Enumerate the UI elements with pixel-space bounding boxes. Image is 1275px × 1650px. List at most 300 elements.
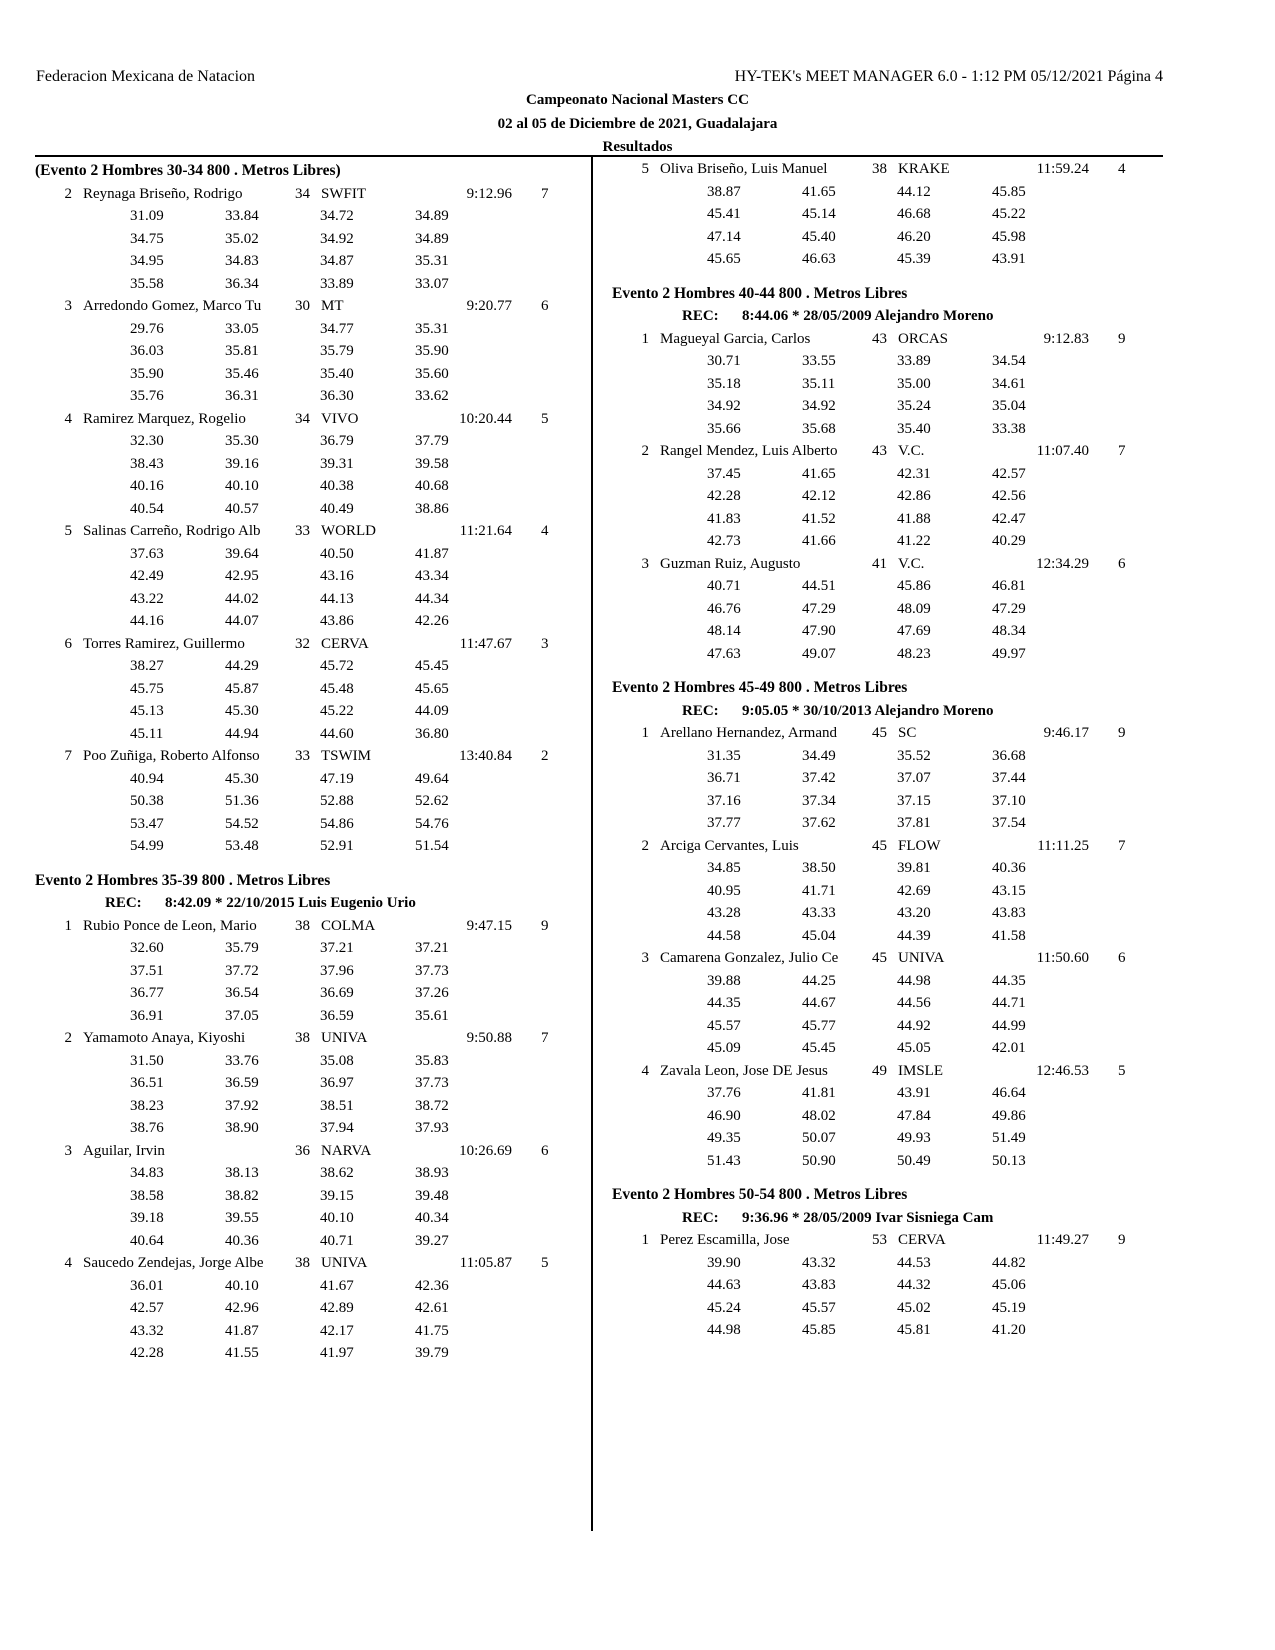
split-time: 51.49 <box>992 1130 1026 1146</box>
splits-row <box>612 181 1167 204</box>
final-time: 11:21.64 <box>459 523 512 539</box>
split-time: 44.13 <box>320 590 354 607</box>
split-time: 47.90 <box>802 623 836 639</box>
final-time: 9:46.17 <box>1043 725 1089 741</box>
record-value: 9:36.96 * 28/05/2009 Ivar Sisniega Cam <box>742 1209 994 1226</box>
split-time: 34.89 <box>415 208 449 224</box>
split-time: 45.98 <box>992 228 1026 245</box>
split-time: 32.60 <box>130 940 164 956</box>
final-time: 11:07.40 <box>1036 443 1089 459</box>
split-time: 52.62 <box>415 793 449 809</box>
splits-row <box>612 248 1167 271</box>
split-time: 40.64 <box>130 1232 164 1249</box>
points: 5 <box>1118 1062 1126 1079</box>
splits-row <box>35 835 590 858</box>
split-time: 40.16 <box>130 478 164 494</box>
split-time: 34.75 <box>130 230 164 247</box>
place: 3 <box>641 555 649 572</box>
split-time: 39.18 <box>130 1210 164 1226</box>
split-time: 45.13 <box>130 703 164 719</box>
splits-row <box>35 1297 590 1320</box>
split-time: 41.75 <box>415 1322 449 1339</box>
split-time: 37.26 <box>415 985 449 1001</box>
splits-row <box>612 395 1167 418</box>
split-time: 44.92 <box>897 1017 931 1034</box>
split-time: 37.10 <box>992 792 1026 809</box>
splits-row <box>612 1105 1167 1128</box>
split-time: 52.91 <box>320 838 354 854</box>
swimmer-row <box>35 745 590 768</box>
team: V.C. <box>898 555 925 572</box>
team: CERVA <box>321 635 369 652</box>
split-time: 34.77 <box>320 320 354 337</box>
splits-row <box>612 643 1167 666</box>
split-time: 49.97 <box>992 645 1026 662</box>
swimmer-row <box>612 1060 1167 1083</box>
split-time: 39.90 <box>707 1254 741 1271</box>
swimmer-row <box>612 553 1167 576</box>
split-time: 39.88 <box>707 972 741 989</box>
split-time: 51.36 <box>225 793 259 809</box>
split-time: 38.86 <box>415 500 449 517</box>
split-time: 45.30 <box>225 703 259 719</box>
record-label: REC: <box>682 308 719 324</box>
split-time: 33.38 <box>992 420 1026 437</box>
swimmer-name: Poo Zuñiga, Roberto Alfonso <box>83 748 260 764</box>
split-time: 37.92 <box>225 1097 259 1114</box>
split-time: 46.20 <box>897 228 931 245</box>
split-time: 54.86 <box>320 815 354 832</box>
split-time: 35.46 <box>225 365 259 382</box>
split-time: 44.32 <box>897 1277 931 1293</box>
split-time: 46.76 <box>707 600 741 617</box>
split-time: 50.38 <box>130 793 164 809</box>
split-time: 40.36 <box>992 860 1026 876</box>
splits-row <box>612 418 1167 441</box>
split-time: 37.76 <box>707 1085 741 1101</box>
split-time: 44.51 <box>802 578 836 594</box>
split-time: 37.81 <box>897 815 931 831</box>
split-time: 39.64 <box>225 545 259 562</box>
split-time: 42.12 <box>802 488 836 504</box>
splits-row <box>35 1095 590 1118</box>
final-time: 10:20.44 <box>459 410 512 427</box>
split-time: 50.13 <box>992 1152 1026 1169</box>
points: 9 <box>1118 330 1126 347</box>
split-time: 46.90 <box>707 1107 741 1124</box>
split-time: 43.32 <box>802 1254 836 1271</box>
split-time: 42.61 <box>415 1300 449 1316</box>
swimmer-name: Guzman Ruiz, Augusto <box>660 555 801 572</box>
splits-row <box>612 508 1167 531</box>
split-time: 44.63 <box>707 1277 741 1293</box>
splits-row <box>612 530 1167 553</box>
split-time: 46.81 <box>992 578 1026 594</box>
split-time: 37.77 <box>707 815 741 831</box>
split-time: 45.45 <box>802 1040 836 1056</box>
points: 9 <box>541 917 549 934</box>
place: 7 <box>64 748 72 764</box>
splits-row <box>35 565 590 588</box>
split-time: 44.99 <box>992 1017 1026 1034</box>
split-time: 37.21 <box>320 940 354 956</box>
swimmer-row <box>612 158 1167 181</box>
split-time: 36.59 <box>225 1075 259 1091</box>
split-time: 45.45 <box>415 658 449 674</box>
split-time: 35.11 <box>802 375 836 392</box>
place: 2 <box>641 443 649 459</box>
split-time: 35.61 <box>415 1007 449 1024</box>
split-time: 45.72 <box>320 658 354 674</box>
split-time: 44.09 <box>415 703 449 719</box>
splits-row <box>35 937 590 960</box>
split-time: 41.20 <box>992 1322 1026 1338</box>
final-time: 12:34.29 <box>1036 555 1089 572</box>
split-time: 34.85 <box>707 860 741 876</box>
split-time: 37.15 <box>897 792 931 809</box>
split-time: 37.62 <box>802 815 836 831</box>
split-time: 35.02 <box>225 230 259 247</box>
team: NARVA <box>321 1142 372 1159</box>
team: IMSLE <box>898 1062 943 1079</box>
split-time: 41.97 <box>320 1345 354 1361</box>
split-time: 42.31 <box>897 465 931 482</box>
team: UNIVA <box>321 1255 368 1271</box>
splits-row <box>35 1230 590 1253</box>
split-time: 35.83 <box>415 1052 449 1069</box>
split-time: 45.30 <box>225 770 259 787</box>
record-line <box>612 1207 1167 1230</box>
split-time: 44.82 <box>992 1254 1026 1271</box>
split-time: 41.52 <box>802 510 836 527</box>
swimmer-row <box>35 1027 590 1050</box>
split-time: 38.90 <box>225 1120 259 1136</box>
split-time: 31.50 <box>130 1052 164 1069</box>
event-title: Evento 2 Hombres 40-44 800 . Metros Libres <box>612 284 908 302</box>
splits-row <box>35 1072 590 1095</box>
split-time: 51.54 <box>415 838 449 854</box>
split-time: 45.09 <box>707 1040 741 1056</box>
split-time: 40.29 <box>992 533 1026 549</box>
swimmer-row <box>35 1140 590 1163</box>
split-time: 33.84 <box>225 208 259 224</box>
split-time: 34.54 <box>992 353 1026 369</box>
splits-row <box>35 273 590 296</box>
swimmer-name: Aguilar, Irvin <box>83 1142 165 1159</box>
split-time: 45.57 <box>707 1017 741 1034</box>
split-time: 43.91 <box>992 251 1026 267</box>
split-time: 37.07 <box>897 770 931 786</box>
splits-row <box>612 1319 1167 1342</box>
split-time: 38.27 <box>130 658 164 674</box>
split-time: 35.31 <box>415 253 449 269</box>
swimmer-row <box>35 520 590 543</box>
splits-row <box>35 205 590 228</box>
split-time: 36.91 <box>130 1007 164 1024</box>
swimmer-name: Saucedo Zendejas, Jorge Albe <box>83 1255 264 1271</box>
split-time: 37.44 <box>992 770 1026 786</box>
event-header <box>612 677 1167 700</box>
split-time: 44.39 <box>897 927 931 944</box>
split-time: 41.22 <box>897 533 931 549</box>
split-time: 36.77 <box>130 985 164 1001</box>
split-time: 35.81 <box>225 343 259 359</box>
record-line <box>612 700 1167 723</box>
split-time: 45.22 <box>992 206 1026 222</box>
splits-row <box>35 363 590 386</box>
split-time: 34.92 <box>320 230 354 247</box>
splits-row <box>612 1252 1167 1275</box>
split-time: 37.16 <box>707 792 741 809</box>
swimmer-name: Camarena Gonzalez, Julio Ce <box>660 950 839 966</box>
split-time: 38.50 <box>802 860 836 876</box>
split-time: 45.77 <box>802 1017 836 1034</box>
splits-row <box>35 960 590 983</box>
split-time: 35.90 <box>130 365 164 382</box>
split-time: 36.34 <box>225 275 259 292</box>
splits-row <box>612 880 1167 903</box>
splits-row <box>612 1015 1167 1038</box>
split-time: 36.68 <box>992 747 1026 764</box>
split-time: 36.80 <box>415 725 449 742</box>
split-time: 45.87 <box>225 680 259 697</box>
splits-row <box>612 812 1167 835</box>
final-time: 11:59.24 <box>1036 161 1089 177</box>
section-title: Resultados <box>602 139 673 155</box>
split-time: 44.60 <box>320 725 354 742</box>
age: 38 <box>295 917 310 934</box>
place: 1 <box>64 917 72 934</box>
splits-row <box>612 203 1167 226</box>
split-time: 38.13 <box>225 1165 259 1181</box>
split-time: 35.18 <box>707 375 741 392</box>
split-time: 49.86 <box>992 1107 1026 1124</box>
splits-row <box>35 318 590 341</box>
final-time: 11:47.67 <box>459 635 512 652</box>
split-time: 41.65 <box>802 183 836 200</box>
split-time: 53.48 <box>225 838 259 854</box>
split-time: 49.64 <box>415 770 449 787</box>
final-time: 9:20.77 <box>466 298 512 314</box>
event-title: Evento 2 Hombres 45-49 800 . Metros Libres <box>612 679 908 696</box>
split-time: 35.40 <box>897 420 931 437</box>
age: 30 <box>295 298 310 314</box>
split-time: 41.81 <box>802 1085 836 1101</box>
split-time: 45.85 <box>802 1322 836 1338</box>
final-time: 11:11.25 <box>1037 837 1089 854</box>
team: VIVO <box>321 410 359 427</box>
split-time: 45.14 <box>802 206 836 222</box>
split-time: 35.04 <box>992 398 1026 414</box>
split-time: 35.31 <box>415 320 449 337</box>
split-time: 44.02 <box>225 590 259 607</box>
place: 5 <box>641 161 649 177</box>
record-label: REC: <box>682 1209 719 1226</box>
split-time: 45.24 <box>707 1299 741 1316</box>
splits-row <box>612 1297 1167 1320</box>
split-time: 42.86 <box>897 488 931 504</box>
swimmer-row <box>612 835 1167 858</box>
split-time: 38.76 <box>130 1120 164 1136</box>
split-time: 44.56 <box>897 995 931 1011</box>
split-time: 47.69 <box>897 623 931 639</box>
split-time: 45.22 <box>320 703 354 719</box>
splits-row <box>35 700 590 723</box>
splits-row <box>612 1082 1167 1105</box>
split-time: 38.82 <box>225 1187 259 1204</box>
age: 45 <box>872 950 887 966</box>
split-time: 33.76 <box>225 1052 259 1069</box>
split-time: 45.57 <box>802 1299 836 1316</box>
place: 2 <box>64 185 72 202</box>
age: 38 <box>872 161 887 177</box>
split-time: 42.17 <box>320 1322 354 1339</box>
place: 3 <box>64 1142 72 1159</box>
split-time: 43.91 <box>897 1085 931 1101</box>
split-time: 42.47 <box>992 510 1026 527</box>
split-time: 43.28 <box>707 905 741 921</box>
splits-row <box>35 678 590 701</box>
swimmer-row <box>35 183 590 206</box>
split-time: 45.04 <box>802 927 836 944</box>
splits-row <box>612 745 1167 768</box>
swimmer-name: Arellano Hernandez, Armand <box>660 725 838 741</box>
split-time: 43.83 <box>992 905 1026 921</box>
split-time: 42.01 <box>992 1040 1026 1056</box>
results-column-right <box>612 158 1167 1342</box>
team: V.C. <box>898 443 925 459</box>
splits-row <box>612 598 1167 621</box>
split-time: 43.86 <box>320 613 354 629</box>
final-time: 9:12.83 <box>1043 330 1089 347</box>
column-divider <box>591 156 593 1531</box>
split-time: 48.34 <box>992 623 1026 639</box>
split-time: 37.72 <box>225 962 259 979</box>
split-time: 41.55 <box>225 1345 259 1361</box>
split-time: 45.41 <box>707 206 741 222</box>
split-time: 35.68 <box>802 420 836 437</box>
split-time: 37.96 <box>320 962 354 979</box>
swimmer-name: Oliva Briseño, Luis Manuel <box>660 161 828 177</box>
split-time: 48.09 <box>897 600 931 617</box>
split-time: 35.58 <box>130 275 164 292</box>
splits-row <box>35 610 590 633</box>
split-time: 45.05 <box>897 1040 931 1056</box>
final-time: 12:46.53 <box>1036 1062 1089 1079</box>
points: 7 <box>541 185 549 202</box>
split-time: 33.05 <box>225 320 259 337</box>
split-time: 37.54 <box>992 815 1026 831</box>
split-time: 29.76 <box>130 320 164 337</box>
split-time: 46.64 <box>992 1085 1026 1101</box>
split-time: 36.31 <box>225 388 259 404</box>
points: 2 <box>541 748 549 764</box>
split-time: 35.08 <box>320 1052 354 1069</box>
split-time: 45.65 <box>707 251 741 267</box>
swimmer-row <box>35 915 590 938</box>
split-time: 45.48 <box>320 680 354 697</box>
meet-dates: 02 al 05 de Diciembre de 2021, Guadalajara <box>497 116 778 132</box>
split-time: 44.71 <box>992 995 1026 1011</box>
split-time: 42.57 <box>130 1300 164 1316</box>
place: 3 <box>641 950 649 966</box>
points: 5 <box>541 1255 549 1271</box>
split-time: 38.87 <box>707 183 741 200</box>
meet-title: Campeonato Nacional Masters CC <box>526 92 749 108</box>
split-time: 36.01 <box>130 1277 164 1294</box>
split-time: 41.65 <box>802 465 836 482</box>
swimmer-name: Arredondo Gomez, Marco Tu <box>83 298 262 314</box>
splits-row <box>612 857 1167 880</box>
split-time: 43.83 <box>802 1277 836 1293</box>
split-time: 33.62 <box>415 388 449 404</box>
points: 7 <box>1118 443 1126 459</box>
splits-row <box>612 1127 1167 1150</box>
split-time: 43.16 <box>320 568 354 584</box>
split-time: 38.58 <box>130 1187 164 1204</box>
team: FLOW <box>898 837 941 854</box>
split-time: 39.79 <box>415 1345 449 1361</box>
final-time: 9:12.96 <box>466 185 512 202</box>
split-time: 41.67 <box>320 1277 354 1294</box>
record-line <box>35 892 590 915</box>
place: 1 <box>641 1232 649 1248</box>
split-time: 40.94 <box>130 770 164 787</box>
splits-row <box>612 925 1167 948</box>
split-time: 54.76 <box>415 815 449 832</box>
age: 38 <box>295 1030 310 1046</box>
split-time: 47.19 <box>320 770 354 787</box>
split-time: 34.72 <box>320 208 354 224</box>
split-time: 47.29 <box>802 600 836 617</box>
split-time: 46.68 <box>897 206 931 222</box>
split-time: 37.73 <box>415 962 449 979</box>
split-time: 47.14 <box>707 228 741 245</box>
split-time: 37.79 <box>415 433 449 449</box>
splits-row <box>35 340 590 363</box>
split-time: 44.25 <box>802 972 836 989</box>
splits-row <box>35 1005 590 1028</box>
points: 9 <box>1118 725 1126 741</box>
splits-row <box>35 723 590 746</box>
split-time: 47.84 <box>897 1107 931 1124</box>
split-time: 42.89 <box>320 1300 354 1316</box>
swimmer-name: Torres Ramirez, Guillermo <box>83 635 245 652</box>
split-time: 37.05 <box>225 1007 259 1024</box>
splits-row <box>612 373 1167 396</box>
splits-row <box>35 1050 590 1073</box>
points: 6 <box>541 298 549 314</box>
split-time: 35.52 <box>897 747 931 764</box>
splits-row <box>612 226 1167 249</box>
split-time: 44.53 <box>897 1254 931 1271</box>
team: SC <box>898 725 917 741</box>
points: 6 <box>1118 950 1126 966</box>
event-spacer <box>612 271 1167 283</box>
split-time: 40.10 <box>225 478 259 494</box>
event-spacer <box>612 1172 1167 1184</box>
age: 32 <box>295 635 310 652</box>
splits-row <box>35 1342 590 1365</box>
place: 4 <box>64 1255 72 1271</box>
split-time: 34.83 <box>130 1165 164 1181</box>
split-time: 44.35 <box>992 972 1026 989</box>
split-time: 36.30 <box>320 388 354 404</box>
results-column-left <box>35 160 590 1365</box>
splits-row <box>35 543 590 566</box>
split-time: 41.71 <box>802 882 836 899</box>
split-time: 45.65 <box>415 680 449 697</box>
